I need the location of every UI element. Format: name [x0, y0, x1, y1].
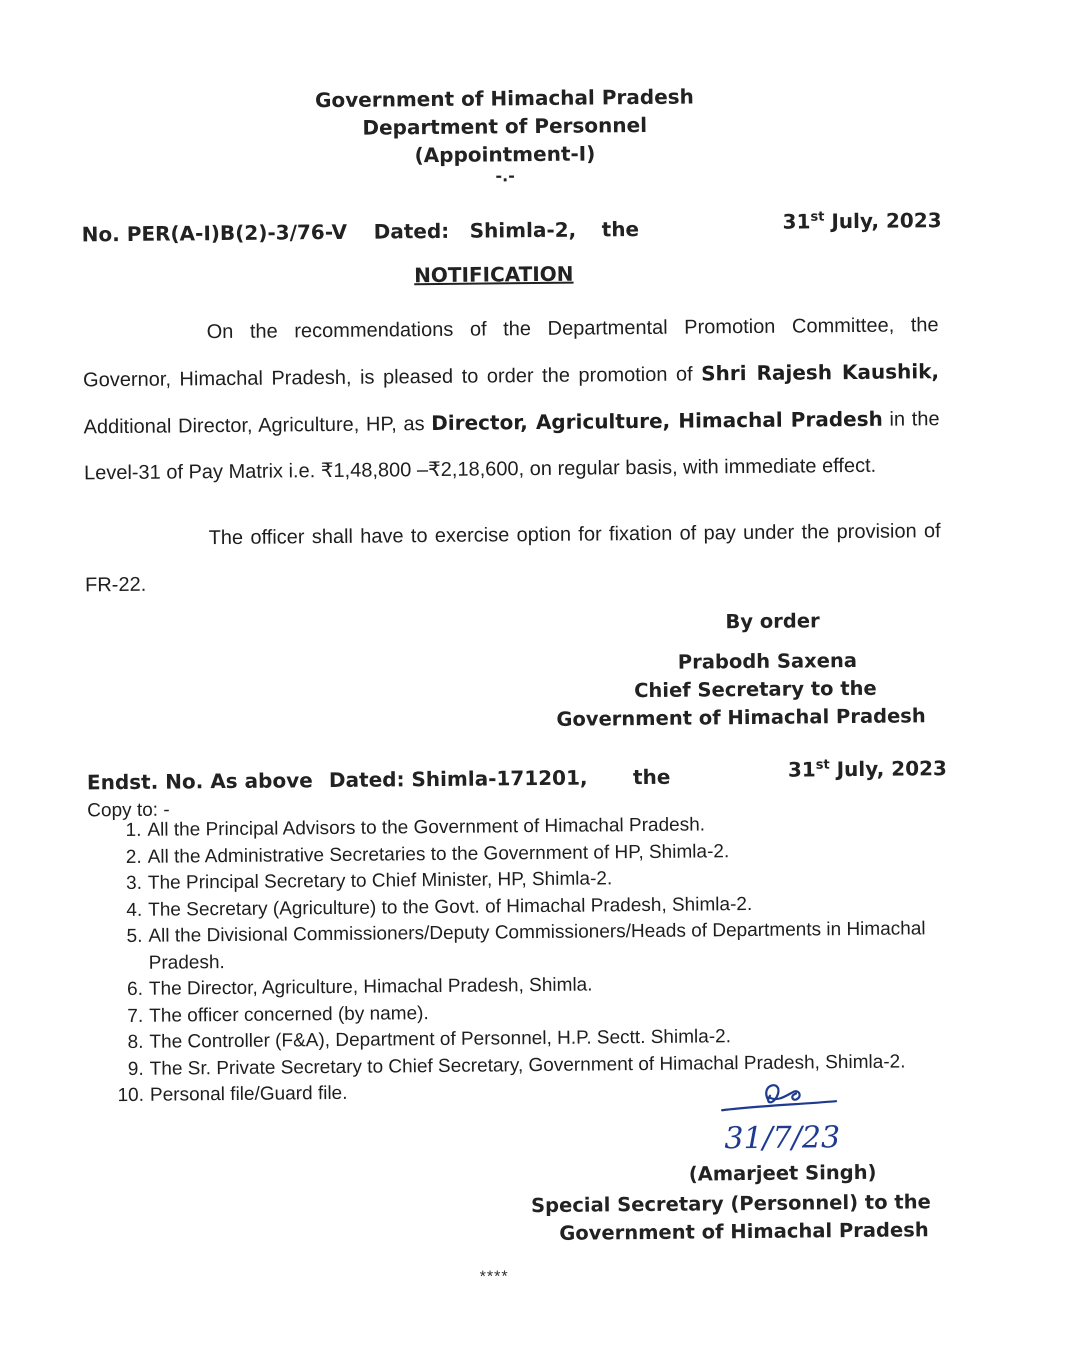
signatory1-government: Government of Himachal Pradesh — [556, 704, 926, 731]
endorsement-dated: Dated: Shimla-171201, — [328, 765, 588, 793]
paragraph-pay-fixation: The officer shall have to exercise option for fixation of pay under the provision of FR-22. — [84, 520, 941, 597]
signatory1-designation: Chief Secretary to the — [634, 676, 877, 703]
endorsement-row — [87, 758, 947, 796]
copy-list-item: 7. The officer concerned (by name). — [127, 1002, 429, 1027]
copy-list-item: 2. All the Administrative Secretaries to the Government of HP, Shimla-2. — [125, 840, 730, 868]
header-separator: -.- — [495, 166, 515, 186]
signatory1-name: Prabodh Saxena — [677, 648, 858, 674]
copy-list-item: 6. The Director, Agriculture, Himachal Pradesh, Shimla. — [127, 974, 593, 1000]
reference-number: No. PER(A-I)B(2)-3/76-V — [81, 219, 348, 247]
reference-dated-label: Dated: — [373, 218, 450, 244]
reference-date: 31st July, 2023 — [782, 208, 942, 234]
header-department: Department of Personnel — [362, 112, 648, 140]
reference-place: Shimla-2, — [469, 217, 577, 243]
paragraph-promotion: On the recommendations of the Departmental Promotion Committee, the Governor, Himachal Pradesh, is pleased to order the promotion of Shri Rajesh Kaushik, Additional Director, Agriculture, HP, as Director, Agriculture, Himachal Pradesh in the Level-31 of Pay Matrix i.e. ₹1,48,800 –₹2,18,600, on regular basis, with immediate effect. — [83, 314, 940, 485]
copy-list-item: 8. The Controller (F&A), Department of Personnel, H.P. Sectt. Shimla-2. — [127, 1026, 732, 1053]
copy-list-item: 9. The Sr. Private Secretary to Chief Secretary, Government of Himachal Pradesh, Shimla-2. — [127, 1051, 906, 1080]
reference-row — [82, 208, 942, 250]
header-section: (Appointment-I) — [414, 141, 596, 168]
endorsement-date: 31st July, 2023 — [787, 756, 947, 782]
notification-title: NOTIFICATION — [414, 261, 574, 288]
signatory2-government: Government of Himachal Pradesh — [559, 1218, 929, 1245]
signatory2-name: (Amarjeet Singh) — [688, 1160, 877, 1186]
copy-list — [109, 810, 952, 1110]
copy-list-item: 10. Personal file/Guard file. — [117, 1082, 348, 1107]
officer-name: Shri Rajesh Kaushik, — [701, 359, 940, 386]
handwritten-signature — [716, 1077, 847, 1156]
handwritten-date: 31/7/23 — [724, 1120, 841, 1157]
endorsement-the: the — [632, 764, 671, 790]
promoted-post: Director, Agriculture, Himachal Pradesh — [431, 406, 883, 436]
copy-list-item: 1. All the Principal Advisors to the Government of Himachal Pradesh. — [125, 814, 706, 841]
copy-list-item: 4. The Secretary (Agriculture) to the Govt. of Himachal Pradesh, Shimla-2. — [126, 893, 753, 921]
by-order-label: By order — [725, 609, 820, 634]
endorsement-number: Endst. No. As above — [86, 768, 313, 795]
copy-list-item: 5. All the Divisional Commissioners/Deputy Commissioners/Heads of Departments in Himachal Pradesh. — [126, 918, 926, 974]
header-government: Government of Himachal Pradesh — [314, 84, 694, 113]
reference-the: the — [601, 217, 640, 242]
copy-to-label: Copy to: - — [87, 799, 170, 822]
end-stars: **** — [479, 1268, 509, 1286]
signatory2-designation: Special Secretary (Personnel) to the — [530, 1190, 931, 1218]
copy-list-item: 3. The Principal Secretary to Chief Minister, HP, Shimla-2. — [125, 868, 613, 894]
